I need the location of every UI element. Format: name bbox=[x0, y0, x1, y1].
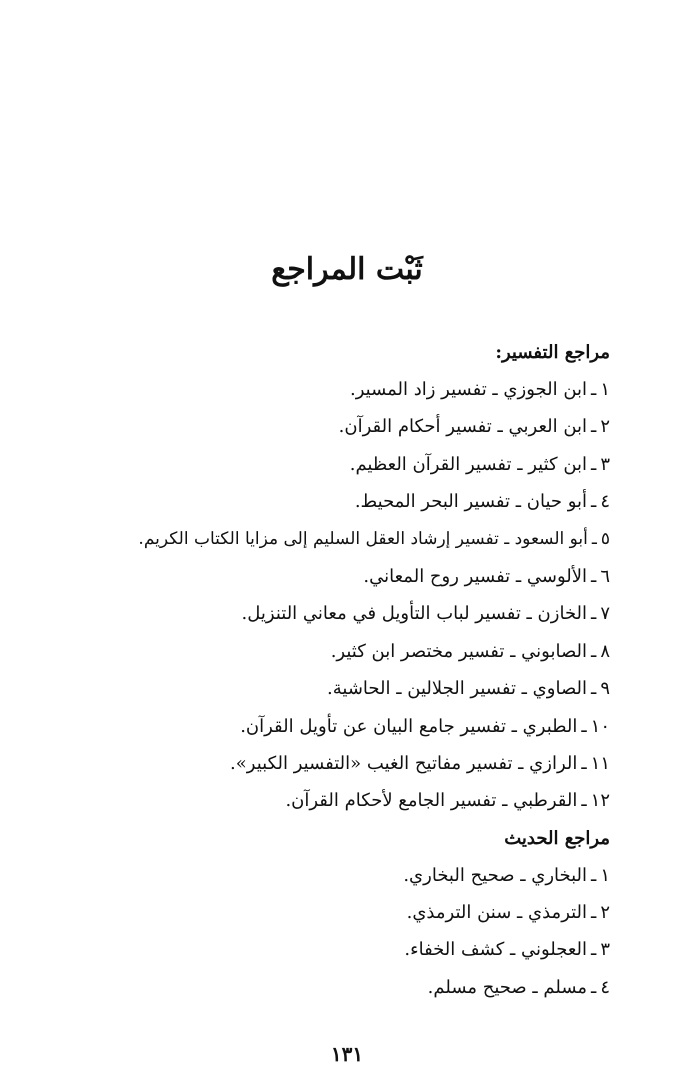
item-separator: ـ bbox=[581, 790, 587, 812]
reference-item bbox=[50, 446, 610, 483]
item-text: الخازن ـ تفسير لباب التأويل في معاني التنزيل. bbox=[241, 603, 588, 625]
item-text: الرازي ـ تفسير مفاتيح الغيب «التفسير الكبير». bbox=[230, 752, 578, 774]
item-text: البخاري ـ صحيح البخاري. bbox=[403, 864, 588, 886]
item-text: ابن كثير ـ تفسير القرآن العظيم. bbox=[349, 453, 588, 475]
reference-item bbox=[50, 857, 610, 894]
item-text: مسلم ـ صحيح مسلم. bbox=[427, 976, 588, 998]
item-number: ٨ bbox=[600, 640, 610, 662]
item-number: ٢ bbox=[600, 416, 610, 438]
item-separator: ـ bbox=[591, 939, 597, 961]
item-text: القرطبي ـ تفسير الجامع لأحكام القرآن. bbox=[285, 790, 578, 812]
item-text: الترمذي ـ سنن الترمذي. bbox=[406, 902, 588, 924]
item-text: الصاوي ـ تفسير الجلالين ـ الحاشية. bbox=[327, 678, 588, 700]
reference-item bbox=[50, 969, 610, 1006]
item-number: ٥ bbox=[600, 528, 610, 549]
item-number: ٢ bbox=[600, 902, 610, 924]
item-separator: ـ bbox=[591, 565, 597, 587]
item-separator: ـ bbox=[591, 491, 597, 513]
page-number: ١٣١ bbox=[330, 1042, 364, 1066]
item-separator: ـ bbox=[591, 528, 597, 549]
page-title: ثَبْت المراجع bbox=[271, 252, 423, 287]
reference-item bbox=[50, 558, 610, 595]
item-text: الطبري ـ تفسير جامع البيان عن تأويل القرآن. bbox=[240, 715, 578, 737]
item-separator: ـ bbox=[581, 715, 587, 737]
item-separator: ـ bbox=[591, 976, 597, 998]
item-text: ابن الجوزي ـ تفسير زاد المسير. bbox=[349, 379, 588, 400]
reference-item bbox=[50, 782, 610, 819]
item-text: العجلوني ـ كشف الخفاء. bbox=[404, 939, 588, 961]
section-heading-hadith: مراجع الحديث bbox=[504, 827, 610, 849]
item-separator: ـ bbox=[591, 902, 597, 924]
references-content bbox=[50, 334, 610, 1006]
item-text: الألوسي ـ تفسير روح المعاني. bbox=[363, 565, 588, 587]
item-separator: ـ bbox=[581, 752, 587, 774]
item-number: ٩ bbox=[600, 678, 610, 700]
item-text: ابن العربي ـ تفسير أحكام القرآن. bbox=[338, 416, 588, 438]
reference-item bbox=[50, 894, 610, 931]
item-number: ٧ bbox=[600, 603, 610, 625]
item-number: ١ bbox=[600, 379, 610, 400]
reference-item bbox=[50, 521, 610, 558]
reference-item bbox=[50, 633, 610, 670]
reference-item bbox=[50, 931, 610, 968]
item-separator: ـ bbox=[591, 640, 597, 662]
reference-item bbox=[50, 670, 610, 707]
item-number: ١٠ bbox=[590, 715, 610, 737]
item-separator: ـ bbox=[591, 453, 597, 475]
reference-item bbox=[50, 708, 610, 745]
item-separator: ـ bbox=[591, 416, 597, 438]
item-separator: ـ bbox=[591, 678, 597, 700]
item-number: ٤ bbox=[600, 976, 610, 998]
reference-item bbox=[50, 745, 610, 782]
item-number: ٤ bbox=[600, 491, 610, 513]
item-separator: ـ bbox=[591, 603, 597, 625]
section-heading-tafsir: مراجع التفسير: bbox=[495, 342, 610, 363]
item-separator: ـ bbox=[591, 379, 597, 400]
item-number: ١١ bbox=[590, 752, 610, 774]
item-text: الصابوني ـ تفسير مختصر ابن كثير. bbox=[330, 640, 588, 662]
item-text: أبو حيان ـ تفسير البحر المحيط. bbox=[354, 491, 588, 513]
reference-item bbox=[50, 371, 610, 408]
item-number: ١ bbox=[600, 864, 610, 886]
item-number: ٦ bbox=[600, 565, 610, 587]
reference-item bbox=[50, 483, 610, 520]
item-separator: ـ bbox=[591, 864, 597, 886]
item-number: ١٢ bbox=[590, 790, 610, 812]
reference-item bbox=[50, 408, 610, 445]
reference-item bbox=[50, 595, 610, 632]
item-number: ٣ bbox=[600, 453, 610, 475]
item-number: ٣ bbox=[600, 939, 610, 961]
item-text: أبو السعود ـ تفسير إرشاد العقل السليم إلى مزايا الكتاب الكريم. bbox=[138, 528, 588, 549]
